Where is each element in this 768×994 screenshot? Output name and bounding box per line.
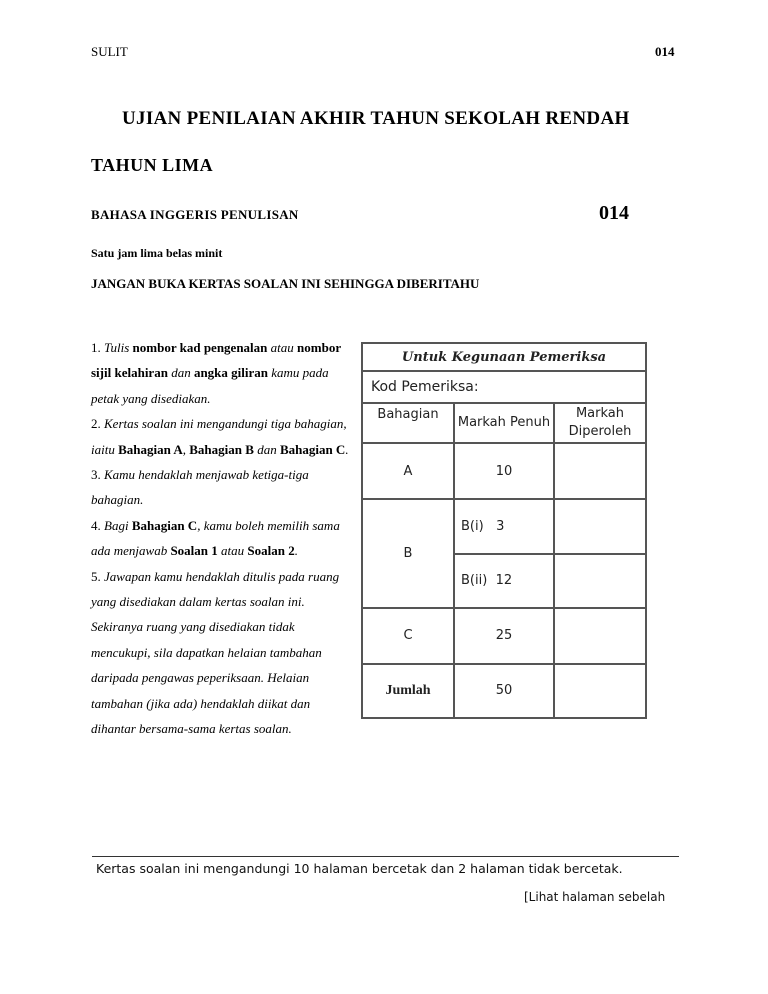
examiner-table [361, 342, 647, 719]
row-bii-score-box[interactable] [554, 554, 646, 608]
warning-notice: JANGAN BUKA KERTAS SOALAN INI SEHINGGA DIBERITAHU [91, 276, 480, 291]
examiner-table-caption: Untuk Kegunaan Pemeriksa [362, 343, 646, 371]
instructions [91, 335, 353, 742]
row-c-label: C [362, 608, 454, 664]
row-bi-full-marks: B(i) 3 [454, 499, 554, 553]
next-page-note: [Lihat halaman sebelah [524, 890, 666, 904]
header-sulit: SULIT [91, 44, 128, 59]
subject-code: 014 [599, 202, 629, 224]
row-a-full-marks: 10 [454, 443, 554, 499]
row-a-score-box[interactable] [554, 443, 646, 499]
year-level: TAHUN LIMA [91, 155, 214, 175]
row-bi-score-box[interactable] [554, 499, 646, 553]
subject-name: BAHASA INGGERIS PENULISAN [91, 207, 299, 222]
row-a-label: A [362, 443, 454, 499]
row-c-score-box[interactable] [554, 608, 646, 664]
row-total-label: Jumlah [362, 664, 454, 718]
row-c-full-marks: 25 [454, 608, 554, 664]
duration: Satu jam lima belas minit [91, 246, 223, 260]
row-b-label: B [362, 499, 454, 607]
column-header-bahagian: Bahagian [362, 403, 454, 443]
examiner-code-cell: Kod Pemeriksa: [362, 371, 646, 403]
column-header-markah-diperoleh: Markah Diperoleh [554, 403, 646, 443]
instruction-3: 3. Kamu hendaklah menjawab ketiga-tiga bahagian. [91, 467, 309, 508]
header-code: 014 [655, 44, 675, 59]
instruction-2: 2. Kertas soalan ini mengandungi tiga bahagian, iaitu Bahagian A, Bahagian B dan Bahagian C. [91, 416, 349, 457]
instruction-4: 4. Bagi Bahagian C, kamu boleh memilih sama ada menjawab Soalan 1 atau Soalan 2. [91, 517, 340, 559]
row-bii-full-marks: B(ii) 12 [454, 554, 554, 608]
column-header-markah-penuh: Markah Penuh [454, 403, 554, 443]
page-count-note: Kertas soalan ini mengandungi 10 halaman bercetak dan 2 halaman tidak bercetak. [96, 861, 623, 876]
row-total-full-marks: 50 [454, 664, 554, 718]
footer-divider [92, 856, 679, 857]
page-title: UJIAN PENILAIAN AKHIR TAHUN SEKOLAH RENDAH [122, 108, 630, 129]
row-total-score-box[interactable] [554, 664, 646, 718]
instruction-5: 5. Jawapan kamu hendaklah ditulis pada ruang yang disediakan dalam kertas soalan ini. Sekiranya ruang yang disediakan tidak mencukupi, sila dapatkan helaian tambahan daripada pengawas peperiksaan. Helaian tambahan (jika ada) hendaklah diikat dan dihantar bersama-sama kertas soalan. [91, 568, 340, 737]
instruction-1: 1. Tulis nombor kad pengenalan atau nombor sijil kelahiran dan angka giliran kamu pada petak yang disediakan. [91, 340, 341, 406]
